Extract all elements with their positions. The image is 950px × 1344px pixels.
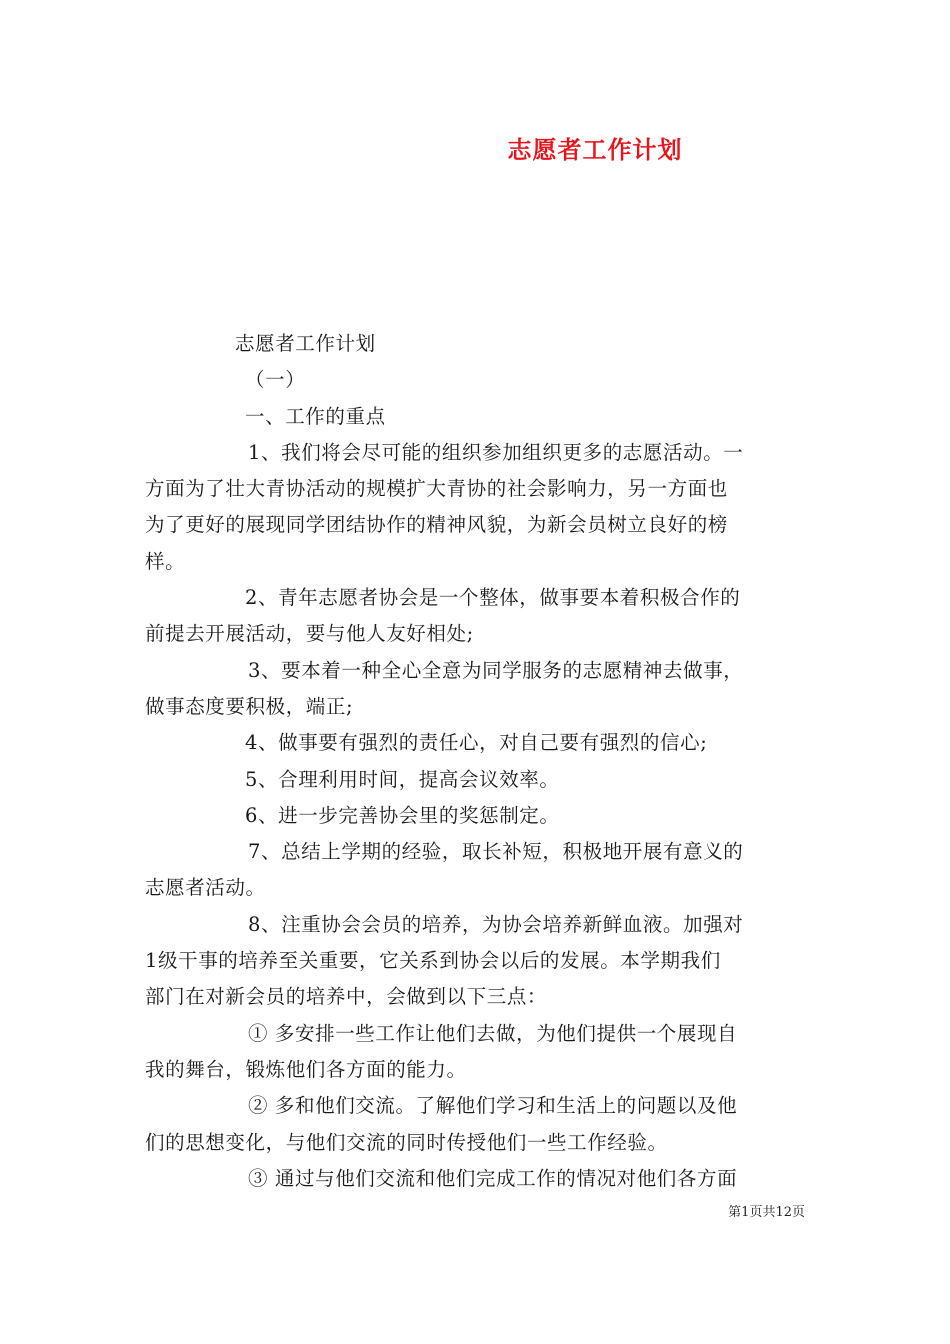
paragraph-line: 样。 <box>145 549 186 573</box>
section-heading: 一、工作的重点 <box>245 404 386 428</box>
section-heading: 志愿者工作计划 <box>235 332 376 355</box>
list-item-line: ② 多和他们交流。了解他们学习和生活上的问题以及他 <box>248 1094 738 1118</box>
paragraph-line: 志愿者活动。 <box>145 876 266 900</box>
list-item-line: 我的舞台，锻炼他们各方面的能力。 <box>145 1057 467 1081</box>
paragraph-line: 前提去开展活动，要与他人友好相处; <box>145 622 474 646</box>
page-number: 第1页共12页 <box>728 1205 805 1220</box>
paragraph-line: 方面为了壮大青协活动的规模扩大青协的社会影响力，另一方面也 <box>145 477 728 501</box>
paragraph-line: 6、进一步完善协会里的奖惩制定。 <box>245 803 560 827</box>
paragraph-line: 2、青年志愿者协会是一个整体，做事要本着积极合作的 <box>245 586 741 610</box>
paragraph-line: 1、我们将会尽可能的组织参加组织更多的志愿活动。一 <box>248 440 744 464</box>
list-item-line: ③ 通过与他们交流和他们完成工作的情况对他们各方面 <box>248 1166 738 1190</box>
paragraph-line: 1级干事的培养至关重要，它关系到协会以后的发展。本学期我们 <box>145 949 721 973</box>
document-body <box>145 326 805 1197</box>
paragraph-line: 做事态度要积极，端正; <box>145 694 354 718</box>
paragraph-line: 5、合理利用时间，提高会议效率。 <box>245 767 560 791</box>
list-item-line: 们的思想变化，与他们交流的同时传授他们一些工作经验。 <box>145 1130 668 1154</box>
paragraph-line: 为了更好的展现同学团结协作的精神风貌，为新会员树立良好的榜 <box>145 513 728 537</box>
paragraph-line: 8、注重协会会员的培养，为协会培养新鲜血液。加强对 <box>248 912 744 936</box>
paragraph-line: 7、总结上学期的经验，取长补短，积极地开展有意义的 <box>248 840 744 864</box>
paragraph-line: 4、做事要有强烈的责任心，对自己要有强烈的信心; <box>245 731 708 755</box>
paragraph-line: 部门在对新会员的培养中，会做到以下三点： <box>145 985 548 1009</box>
paragraph-line: 3、要本着一种全心全意为同学服务的志愿精神去做事， <box>248 658 744 682</box>
document-title: 志愿者工作计划 <box>507 136 683 164</box>
subsection-marker: （一） <box>245 368 306 392</box>
list-item-line: ① 多安排一些工作让他们去做，为他们提供一个展现自 <box>248 1021 738 1045</box>
